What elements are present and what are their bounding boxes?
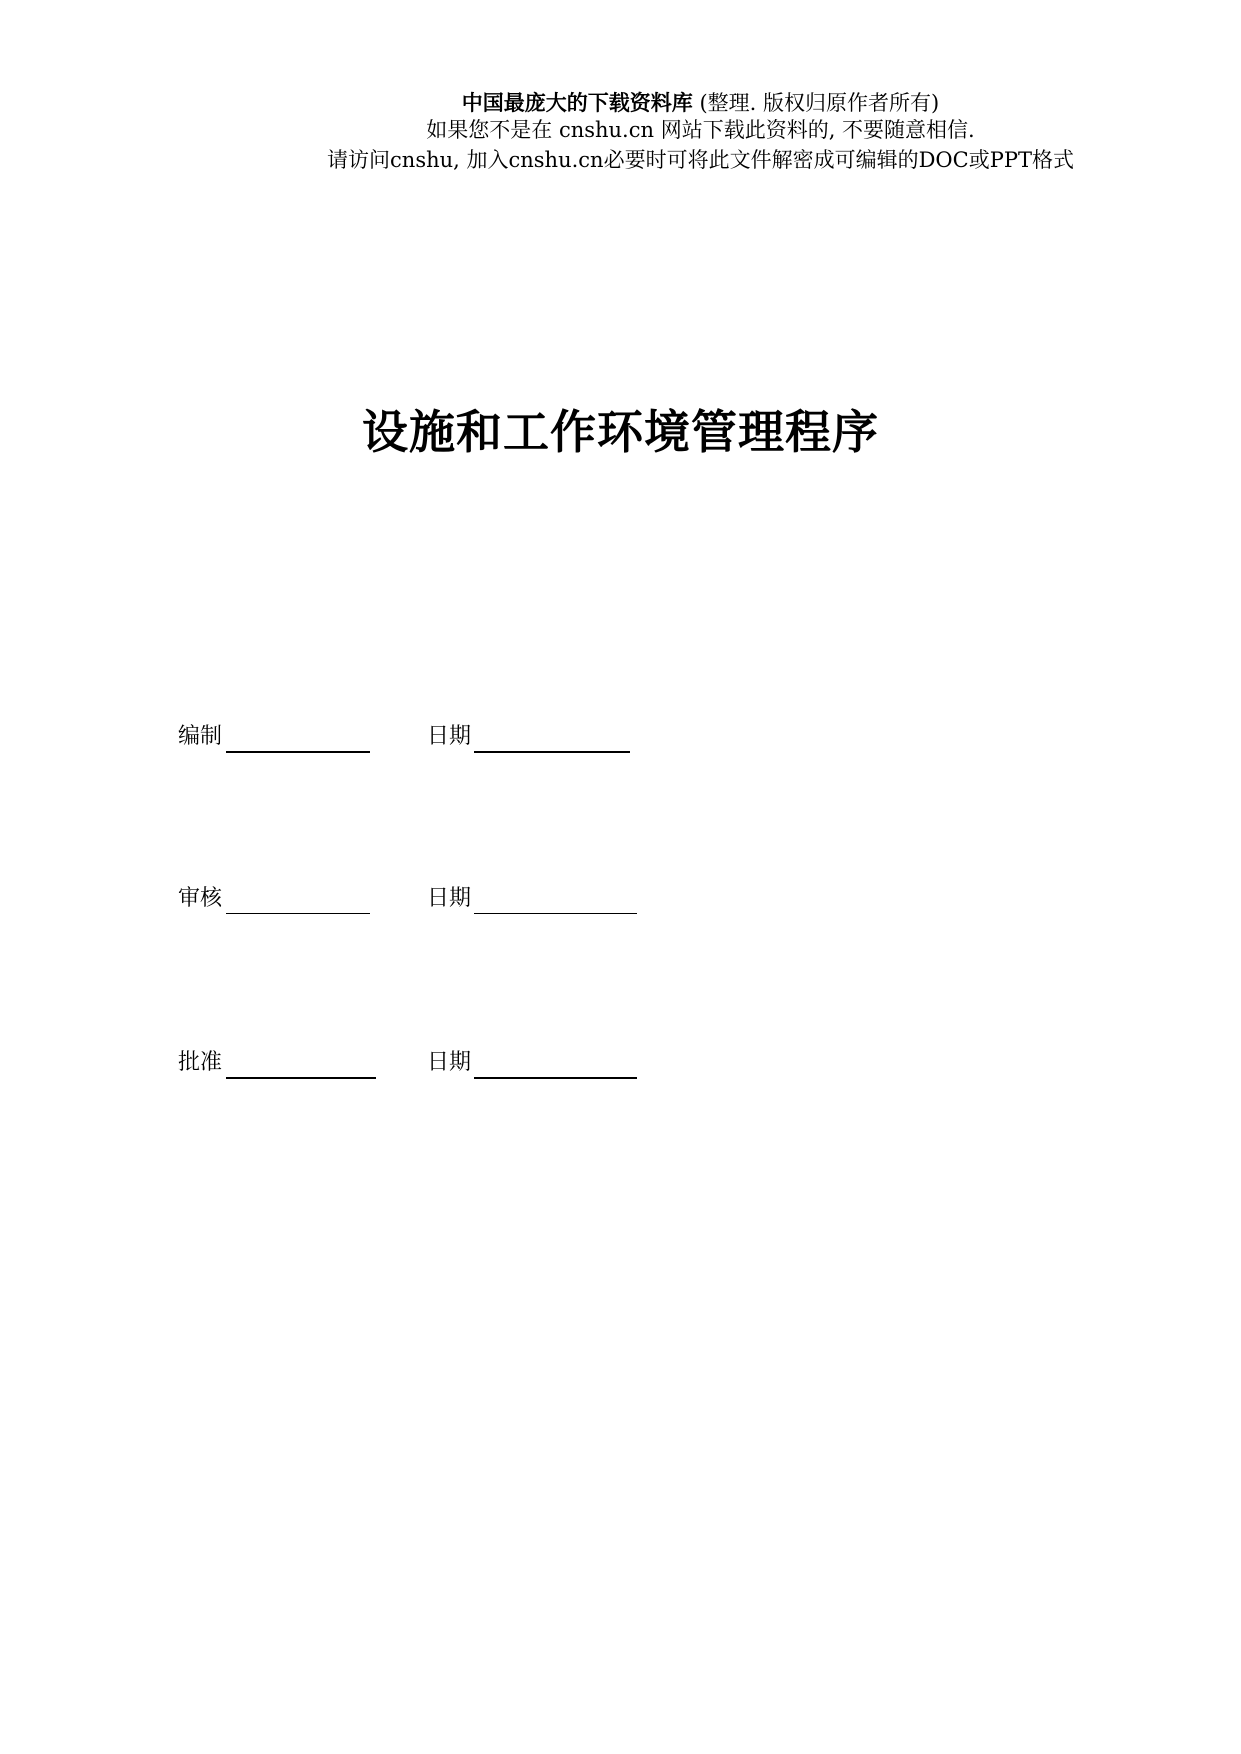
- header-line-2: 如果您不是在 cnshu.cn 网站下载此资料的, 不要随意相信.: [426, 118, 975, 142]
- reviewed-by-blank[interactable]: [226, 913, 370, 914]
- reviewed-date-blank[interactable]: [474, 913, 637, 914]
- prepared-date-label: 日期: [427, 724, 472, 749]
- reviewed-date-label: 日期: [427, 886, 472, 911]
- document-title: 设施和工作环境管理程序: [362, 405, 879, 459]
- approved-by-blank[interactable]: [226, 1077, 376, 1079]
- approved-by-label: 批准: [178, 1050, 223, 1075]
- prepared-by-blank[interactable]: [226, 751, 370, 753]
- prepared-by-label: 编制: [178, 724, 223, 749]
- header-line-3: 请访问cnshu, 加入cnshu.cn必要时可将此文件解密成可编辑的DOC或PPT格式: [327, 148, 1074, 172]
- approved-date-blank[interactable]: [474, 1077, 637, 1079]
- header-line-1: [80, 90, 1241, 116]
- prepared-date-blank[interactable]: [474, 751, 630, 753]
- header-site-name: 中国最庞大的下载资料库: [461, 91, 693, 115]
- reviewed-by-label: 审核: [178, 886, 223, 911]
- approved-date-label: 日期: [427, 1050, 472, 1075]
- header-copyright-note: (整理. 版权归原作者所有): [692, 91, 940, 115]
